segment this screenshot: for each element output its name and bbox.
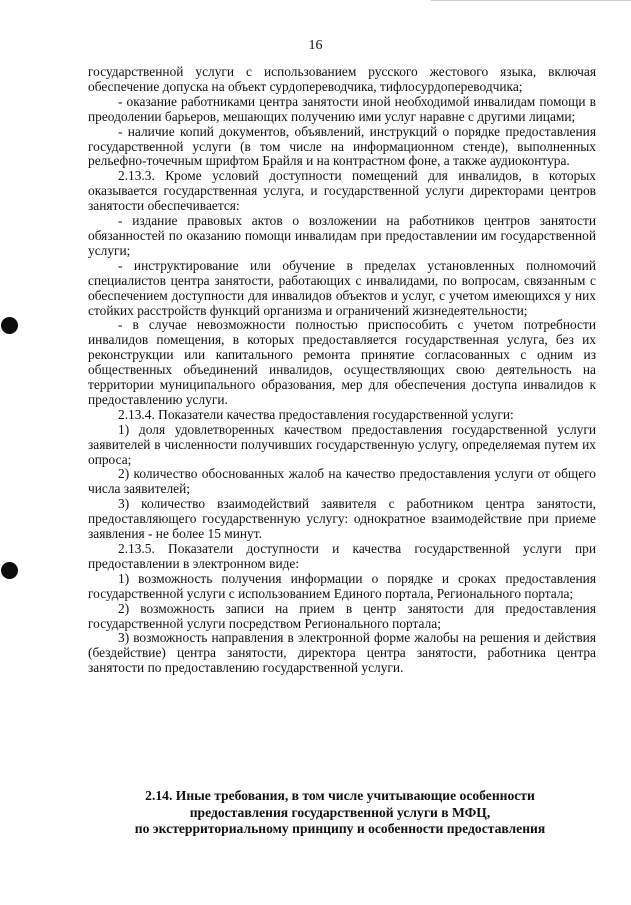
section-heading: [80, 788, 600, 838]
paragraph: 3) возможность направления в электронной форме жалобы на решения и действия (бездействие) центра занятости, директора центра занятости, работника центра занятости по предоставлению государственной услуги.: [88, 630, 596, 676]
paragraph: 2.13.4. Показатели качества предоставления государственной услуги:: [118, 406, 514, 422]
paragraph: 2.13.3. Кроме условий доступности помещений для инвалидов, в которых оказывается государственная услуга, и государственной услуги директорами центров занятости обеспечивается:: [88, 168, 596, 214]
paragraph: - в случае невозможности полностью приспособить с учетом потребности инвалидов помещения, в которых предоставляется государственная услуга, без их реконструкции или капитального ремонта принятие согласованных с одним из общественных объединений инвалидов, осуществляющих свою деятельность на территории муниципального образования, мер для обеспечения доступа инвалидов к предоставлению услуги.: [88, 317, 596, 407]
scan-edge-line: [431, 0, 631, 1]
punch-hole-mark: [1, 562, 18, 579]
paragraph: 2.13.5. Показатели доступности и качества государственной услуги при предоставлении в электронном виде:: [88, 541, 596, 571]
paragraph: 1) доля удовлетворенных качеством предоставления государственной услуги заявителей в численности получивших государственную услугу, определяемая путем их опроса;: [88, 421, 596, 467]
paragraph: государственной услуги с использованием русского жестового языка, включая обеспечение допуска на объект сурдопереводчика, тифлосурдопереводчика;: [88, 64, 596, 94]
section-heading-line: по экстерриториальному принципу и особенности предоставления: [134, 821, 546, 836]
section-heading-line: 2.14. Иные требования, в том числе учитывающие особенности: [145, 788, 535, 803]
paragraph: 1) возможность получения информации о порядке и сроках предоставления государственной услуги с использованием Единого портала, Регионального портала;: [88, 570, 596, 601]
paragraph: - оказание работниками центра занятости иной необходимой инвалидам помощи в преодолении барьеров, мешающих получению ими услуг наравне с другими лицами;: [88, 93, 596, 124]
paragraph: - наличие копий документов, объявлений, инструкций о порядке предоставления государственной услуги (в том числе на информационном стенде), выполненных рельефно-точечным шрифтом Брайля и на контрастном фоне, а также аудиоконтура.: [88, 123, 596, 169]
punch-hole-mark: [1, 317, 18, 334]
paragraph: 2) возможность записи на прием в центр занятости для предоставления государственной услуги посредством Регионального портала;: [88, 600, 596, 631]
page-number: 16: [308, 38, 323, 53]
paragraph: 2) количество обоснованных жалоб на качество предоставления услуги от общего числа заявителей;: [88, 466, 596, 497]
section-heading-line: предоставления государственной услуги в МФЦ,: [189, 804, 491, 820]
paragraph: - инструктирование или обучение в пределах установленных полномочий специалистов центра занятости, работающих с инвалидами, по вопросам, связанным с обеспечением доступности для инвалидов объектов и услуг, с учетом имеющихся у них стойких расстройств функций организма и ограничений жизнедеятельности;: [88, 257, 596, 318]
body-text: [88, 65, 596, 676]
paragraph: - издание правовых актов о возложении на работников центров занятости обязанностей по оказанию помощи инвалидам при предоставлении им государственной услуги;: [88, 213, 596, 258]
paragraph: 3) количество взаимодействий заявителя с работником центра занятости, предоставляющего государственную услугу: однократное взаимодействие при приеме заявления - не более 15 минут.: [88, 496, 596, 542]
